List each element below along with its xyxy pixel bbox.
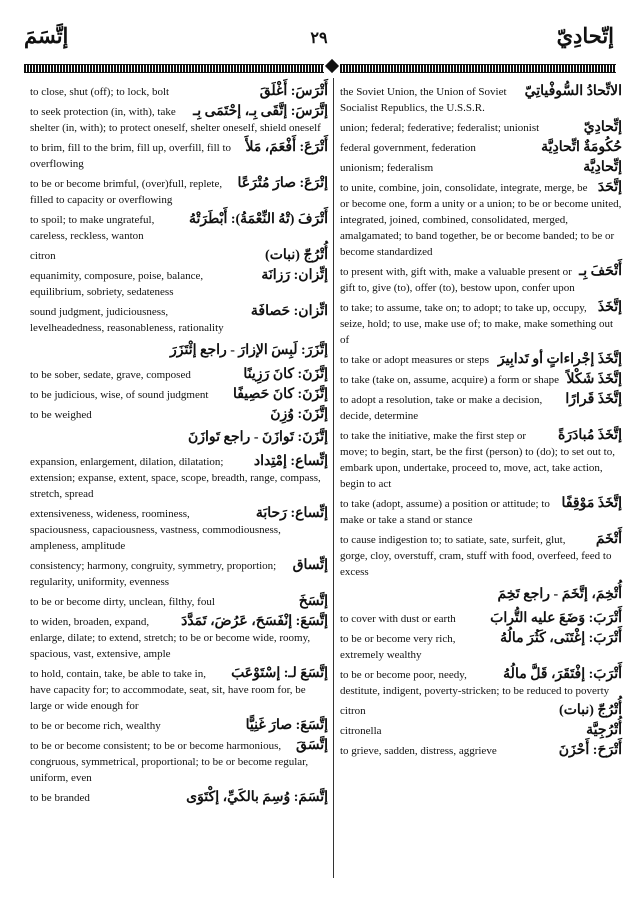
dictionary-entry bbox=[30, 367, 328, 383]
english-definition: to adopt a resolution, take or make a decision, decide, determine bbox=[340, 394, 543, 422]
arabic-headword: إتِّساع: إمْتِداد bbox=[253, 454, 328, 469]
right-column bbox=[340, 84, 622, 763]
dictionary-entry bbox=[340, 428, 622, 492]
dictionary-entry bbox=[340, 611, 622, 627]
cross-reference-entry: إتَّزَرَ: لَبِسَ الإزارَ - راجع إئْتَزَرَ bbox=[170, 343, 328, 358]
dictionary-entry bbox=[30, 248, 328, 264]
dictionary-entry bbox=[340, 140, 622, 156]
dictionary-entry bbox=[340, 723, 622, 739]
dictionary-entry bbox=[30, 454, 328, 502]
arabic-headword: إتْرَعَ: صارَ مُتْرَعًا bbox=[237, 176, 328, 191]
english-definition: to be weighed bbox=[30, 409, 92, 421]
arabic-headword: أُتْرُجّ (نبات) bbox=[265, 248, 328, 263]
english-definition: to be or become brimful, (over)full, replete, filled to capacity or overflowing bbox=[30, 178, 223, 206]
dictionary-entry bbox=[340, 372, 622, 388]
arabic-headword: حُكُومَةٌ اتِّحادِيَّة bbox=[541, 140, 622, 155]
column-divider bbox=[333, 78, 334, 878]
english-definition: to brim, fill to the brim, fill up, overfill, fill to overflowing bbox=[30, 142, 232, 170]
arabic-headword: إتَّخَذَ bbox=[597, 300, 622, 315]
dictionary-entry bbox=[340, 631, 622, 663]
arabic-headword: إتِّساق bbox=[292, 558, 328, 573]
arabic-headword: أُتْرُجّ (نبات) bbox=[559, 703, 622, 718]
dictionary-entry bbox=[30, 407, 328, 423]
english-definition: to take (take on, assume, acquire) a form or shape bbox=[340, 374, 559, 386]
dictionary-entry bbox=[30, 212, 328, 244]
dictionary-entry bbox=[30, 104, 328, 136]
dictionary-entry bbox=[30, 718, 328, 734]
header-rule-right bbox=[340, 64, 616, 73]
english-definition: to take or adopt measures or steps bbox=[340, 354, 490, 366]
english-definition: to cover with dust or earth bbox=[340, 613, 456, 625]
english-definition: to cause indigestion to; to satiate, sate, surfeit, glut, gorge, cloy, overstuff, cram, stuff with food, overfeed, feed to excess bbox=[340, 534, 612, 578]
dictionary-entry bbox=[30, 387, 328, 403]
arabic-headword: إتِّساع: رَحابَة bbox=[255, 506, 328, 521]
arabic-headword: إتَّخَذَ شَكْلاً bbox=[566, 372, 622, 387]
page-header bbox=[20, 20, 618, 60]
english-definition: to be judicious, wise, of sound judgment bbox=[30, 389, 209, 401]
dictionary-entry bbox=[340, 392, 622, 424]
arabic-headword: أَتْرَحَ: أَحْزَنَ bbox=[558, 743, 622, 758]
arabic-headword: أُتْرُجِيَّة bbox=[586, 723, 622, 738]
arabic-headword: إتَّخَذَ مُبادَرَةً bbox=[558, 428, 622, 443]
dictionary-entry bbox=[30, 176, 328, 208]
english-definition: expansion, enlargement, dilation, dilatation; extension; expanse, extent, space, scope, breadth, range, compass, stretch, spread bbox=[30, 456, 321, 500]
arabic-headword: أَتْرَعَ: أَفْعَمَ، مَلأَ bbox=[245, 140, 328, 155]
dictionary-entry bbox=[30, 790, 328, 806]
english-definition: to seek protection (in, with), take shelter (in, with); to protect oneself, shelter oneself, shield oneself bbox=[30, 106, 321, 134]
dictionary-entry bbox=[340, 300, 622, 348]
english-definition: extensiveness, wideness, roominess, spaciousness, capaciousness, vastness, commodiousness, ampleness, amplitude bbox=[30, 508, 281, 552]
right-headword: إتّحادِيّ bbox=[556, 24, 614, 48]
dictionary-entry bbox=[340, 532, 622, 580]
arabic-headword: إتِّحادِيَّة bbox=[583, 160, 622, 175]
dictionary-entry bbox=[30, 506, 328, 554]
arabic-headword: إتَّسَمَ: وُسِمَ بالكَيِّ، إكْتَوَى bbox=[186, 790, 328, 805]
arabic-headword: إتِّزان: رَزانَة bbox=[261, 268, 328, 283]
arabic-headword: إتَّسَعَ: صارَ غَنِيًّا bbox=[245, 718, 328, 733]
english-definition: unionism; federalism bbox=[340, 162, 434, 174]
english-definition: to be sober, sedate, grave, composed bbox=[30, 369, 191, 381]
arabic-headword: إتِّحادِيّ bbox=[583, 120, 622, 135]
english-definition: the Soviet Union, the Union of Soviet Socialist Republics, the U.S.S.R. bbox=[340, 86, 507, 114]
english-definition: to widen, broaden, expand, enlarge, dilate; to extend, stretch; to be or become wide, roomy, spacious, vast, extensive, ample bbox=[30, 616, 311, 660]
dictionary-entry bbox=[30, 304, 328, 336]
dictionary-entry bbox=[340, 703, 622, 719]
english-definition: to spoil; to make ungrateful, careless, reckless, wanton bbox=[30, 214, 155, 242]
header-rule-left bbox=[24, 64, 324, 73]
english-definition: union; federal; federative; federalist; unionist bbox=[340, 122, 540, 134]
english-definition: to unite, combine, join, consolidate, integrate, merge, be or become one, form a unity or a union; to be or become united, integrated, joined, combined, consolidated, merged, amalgamated; to band together, be or become banded; to be or become standardized bbox=[340, 182, 622, 258]
english-definition: to hold, contain, take, be able to take in, have capacity for; to accommodate, seat, sit, have room for, be large or wide enough for bbox=[30, 668, 306, 712]
arabic-headword: أَتْرَبَ: إفْتَقَرَ، قَلَّ مالُهُ bbox=[503, 667, 622, 682]
english-definition: to present with, gift with, make a valuable present or gift to, give (to), offer (to), bestow upon, confer upon bbox=[340, 266, 575, 294]
cross-reference-entry: أُتْخِمَ، إتَّخَمَ - راجع تَخِمَ bbox=[497, 587, 622, 602]
arabic-headword: إتَّخَذَ قَرارًا bbox=[565, 392, 622, 407]
english-definition: citron bbox=[340, 705, 366, 717]
dictionary-entry bbox=[340, 180, 622, 260]
arabic-headword: إتَّسَقَ bbox=[296, 738, 328, 753]
english-definition: to take the initiative, make the first step or move; to begin, start, be the first (person) to (do); to set out to, embark upon, undertake, proceed to, move, act, take action, begin to act bbox=[340, 430, 615, 490]
arabic-headword: إتَّسَعَ لـ: إسْتَوْعَبَ bbox=[231, 666, 328, 681]
dictionary-entry bbox=[340, 352, 622, 368]
dictionary-entry bbox=[30, 558, 328, 590]
dictionary-entry bbox=[340, 84, 622, 116]
english-definition: to be or become rich, wealthy bbox=[30, 720, 161, 732]
dictionary-entry bbox=[30, 614, 328, 662]
dictionary-entry bbox=[340, 264, 622, 296]
english-definition: to take (adopt, assume) a position or attitude; to make or take a stand or stance bbox=[340, 498, 550, 526]
dictionary-entry bbox=[340, 667, 622, 699]
english-definition: federal government, federation bbox=[340, 142, 476, 154]
dictionary-entry bbox=[30, 738, 328, 786]
dictionary-entry bbox=[340, 120, 622, 136]
arabic-headword: إتَّسَخَ bbox=[298, 594, 328, 609]
english-definition: citron bbox=[30, 250, 56, 262]
dictionary-entry bbox=[30, 268, 328, 300]
english-definition: to close, shut (off); to lock, bolt bbox=[30, 86, 170, 98]
english-definition: to grieve, sadden, distress, aggrieve bbox=[340, 745, 497, 757]
arabic-headword: اتِّزان: حَصافَة bbox=[250, 304, 328, 319]
arabic-headword: إتَّزَنَ: كانَ حَصِيفًا bbox=[232, 387, 328, 402]
arabic-headword: إتَّزَنَ: وُزِنَ bbox=[270, 407, 328, 422]
left-headword: إتَّسَمَ bbox=[24, 24, 69, 48]
cross-reference-entry: إتَّزَنَ: تَوازَنَ - راجع تَوازَنَ bbox=[188, 430, 328, 445]
left-column bbox=[30, 84, 328, 810]
arabic-headword: إتَّخَذَ إجْراءاتٍ أو تَدابِيرَ bbox=[497, 352, 622, 367]
english-definition: to take; to assume, take on; to adopt; to take up, occupy, seize, hold; to use, make use of; to make, make something out of bbox=[340, 302, 614, 346]
arabic-headword: أَتْخَمَ bbox=[595, 532, 622, 547]
dictionary-entry bbox=[30, 594, 328, 610]
dictionary-entry bbox=[30, 140, 328, 172]
arabic-headword: إتَّزَنَ: كانَ رَزِينًا bbox=[243, 367, 328, 382]
arabic-headword: إتَّخَذَ مَوْقِفًا bbox=[561, 496, 622, 511]
arabic-headword: أَتْرَسَ: أَغْلَقَ bbox=[259, 84, 328, 99]
arabic-headword: أَتْرَبَ: إغْتَنَى، كَثُرَ مالُهُ bbox=[500, 631, 622, 646]
english-definition: equanimity, composure, poise, balance, equilibrium, sobriety, sedateness bbox=[30, 270, 204, 298]
arabic-headword: إتَّحَدَ bbox=[597, 180, 622, 195]
arabic-headword: إتَّسَعَ: إنْفَسَحَ، عَرُضَ، تَمَدَّدَ bbox=[181, 614, 328, 629]
english-definition: sound judgment, judiciousness, levelheadedness, reasonableness, rationality bbox=[30, 306, 224, 334]
arabic-headword: أَتْرَبَ: وَضَعَ عليه التُّرابَ bbox=[490, 611, 622, 626]
dictionary-entry bbox=[340, 160, 622, 176]
english-definition: consistency; harmony, congruity, symmetry, proportion; regularity, uniformity, evenness bbox=[30, 560, 277, 588]
page-number: ٢٩ bbox=[310, 30, 328, 47]
english-definition: citronella bbox=[340, 725, 382, 737]
english-definition: to be or become very rich, extremely wealthy bbox=[340, 633, 456, 661]
english-definition: to be or become poor, needy, destitute, indigent, poverty-stricken; to be reduced to poverty bbox=[340, 669, 610, 697]
english-definition: to be or become consistent; to be or become harmonious, congruous, symmetrical, proportional; to be or become regular, uniform, even bbox=[30, 740, 309, 784]
header-ornament bbox=[325, 59, 339, 73]
arabic-headword: الاتِّحادُ السُّوفْياتِيّ bbox=[524, 84, 622, 99]
arabic-headword: أَتْرَفَ (تْهُ النِّعْمَةُ): أَبْطَرَتْهُ bbox=[188, 212, 328, 227]
dictionary-entry bbox=[30, 84, 328, 100]
arabic-headword: إتَّرَسَ: إتَّقَى بِـ، إحْتَمَى بِـ bbox=[193, 104, 328, 119]
dictionary-entry bbox=[340, 496, 622, 528]
english-definition: to be or become dirty, unclean, filthy, foul bbox=[30, 596, 215, 608]
dictionary-entry bbox=[30, 666, 328, 714]
arabic-headword: أَتْحَفَ بِـ bbox=[579, 264, 622, 279]
dictionary-entry bbox=[340, 743, 622, 759]
english-definition: to be branded bbox=[30, 792, 90, 804]
